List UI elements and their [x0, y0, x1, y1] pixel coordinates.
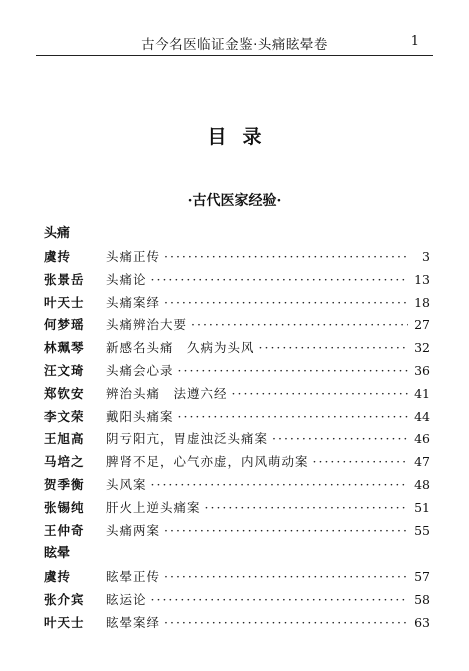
dot-leader [164, 520, 408, 543]
entry-author: 马培之 [44, 454, 85, 470]
entry-author: 郑钦安 [44, 385, 85, 401]
toc-entry [44, 269, 430, 292]
toc-entry [44, 451, 430, 474]
toc-entry [44, 246, 430, 269]
toc-entry [44, 383, 430, 406]
dot-leader [164, 246, 408, 269]
entry-author: 张景岳 [44, 271, 85, 287]
entry-title: 眩晕案绎 [106, 614, 161, 630]
entry-title: 头痛案绎 [106, 294, 161, 310]
entry-page-number: 48 [414, 476, 430, 492]
section-title: 头痛 [44, 226, 71, 241]
running-header-title: 古今名医临证金鉴·头痛眩晕卷 [141, 37, 328, 53]
entry-page-number: 47 [414, 454, 430, 470]
entry-author: 林珮琴 [44, 340, 85, 356]
toc-entry [44, 566, 430, 589]
toc-entry [44, 612, 430, 635]
dot-leader [232, 383, 408, 406]
toc-entry [44, 497, 430, 520]
toc-heading: 目录 [207, 126, 278, 148]
entry-page-number: 57 [414, 569, 430, 585]
entry-page-number: 51 [414, 499, 430, 515]
entry-author: 叶天士 [44, 614, 85, 630]
entry-page-number: 63 [414, 614, 430, 630]
dot-leader [272, 428, 408, 451]
entry-page-number: 27 [414, 317, 430, 333]
entry-author: 张锡纯 [44, 499, 85, 515]
part-title: ·古代医家经验· [187, 193, 282, 209]
dot-leader [151, 589, 408, 612]
dot-leader [164, 292, 408, 315]
dot-leader [178, 360, 408, 383]
dot-leader [313, 451, 408, 474]
dot-leader [151, 269, 408, 292]
entry-title: 头痛辨治大要 [106, 317, 188, 333]
entry-title: 阴亏阳亢，胃虚浊泛头痛案 [106, 431, 269, 447]
toc-entry [44, 360, 430, 383]
entry-page-number: 44 [414, 408, 430, 424]
entry-page-number: 46 [414, 431, 430, 447]
dot-leader [151, 474, 408, 497]
dot-leader [205, 497, 408, 520]
running-header [36, 31, 433, 56]
entry-author: 贺季衡 [44, 476, 85, 492]
entry-page-number: 13 [414, 271, 430, 287]
entry-author: 叶天士 [44, 294, 85, 310]
entry-title: 头痛论 [106, 271, 147, 287]
dot-leader [191, 314, 408, 337]
entry-page-number: 58 [414, 592, 430, 608]
entry-author: 李文荣 [44, 408, 85, 424]
dot-leader [164, 566, 408, 589]
entry-title: 头痛会心录 [106, 362, 174, 378]
toc-entry [44, 589, 430, 612]
entry-title: 新感名头痛 久病为头风 [106, 340, 255, 356]
entry-author: 王旭高 [44, 431, 85, 447]
entry-author: 汪文琦 [44, 362, 85, 378]
entry-author: 虞抟 [44, 569, 72, 585]
entry-title: 眩运论 [106, 592, 147, 608]
dot-leader [164, 612, 408, 635]
entry-author: 何梦瑶 [44, 317, 85, 333]
entry-title: 头痛两案 [106, 522, 161, 538]
dot-leader [259, 337, 408, 360]
entry-title: 辨治头痛 法遵六经 [106, 385, 228, 401]
entry-author: 王仲奇 [44, 522, 85, 538]
entry-page-number: 36 [414, 362, 430, 378]
entry-title: 眩晕正传 [106, 569, 161, 585]
entry-page-number: 55 [414, 522, 430, 538]
entry-page-number: 41 [414, 385, 430, 401]
entry-title: 头风案 [106, 476, 147, 492]
entry-page-number: 32 [414, 340, 430, 356]
section-title: 眩晕 [44, 546, 71, 562]
dot-leader [178, 406, 408, 429]
toc-entry [44, 428, 430, 451]
entry-title: 戴阳头痛案 [106, 408, 174, 424]
table-of-contents [44, 222, 430, 635]
entry-page-number: 3 [422, 249, 430, 264]
entry-title: 头痛正传 [106, 249, 161, 264]
toc-entry [44, 314, 430, 337]
entry-title: 肝火上逆头痛案 [106, 499, 201, 515]
entry-author: 张介宾 [44, 592, 85, 608]
entry-title: 脾肾不足，心气亦虚，内风萌动案 [106, 454, 309, 470]
toc-entry [44, 337, 430, 360]
toc-entry [44, 406, 430, 429]
entry-author: 虞抟 [44, 249, 72, 264]
entry-page-number: 18 [414, 294, 430, 310]
toc-entry [44, 474, 430, 497]
toc-entry [44, 292, 430, 315]
toc-entry [44, 520, 430, 543]
page-number: 1 [410, 34, 419, 49]
